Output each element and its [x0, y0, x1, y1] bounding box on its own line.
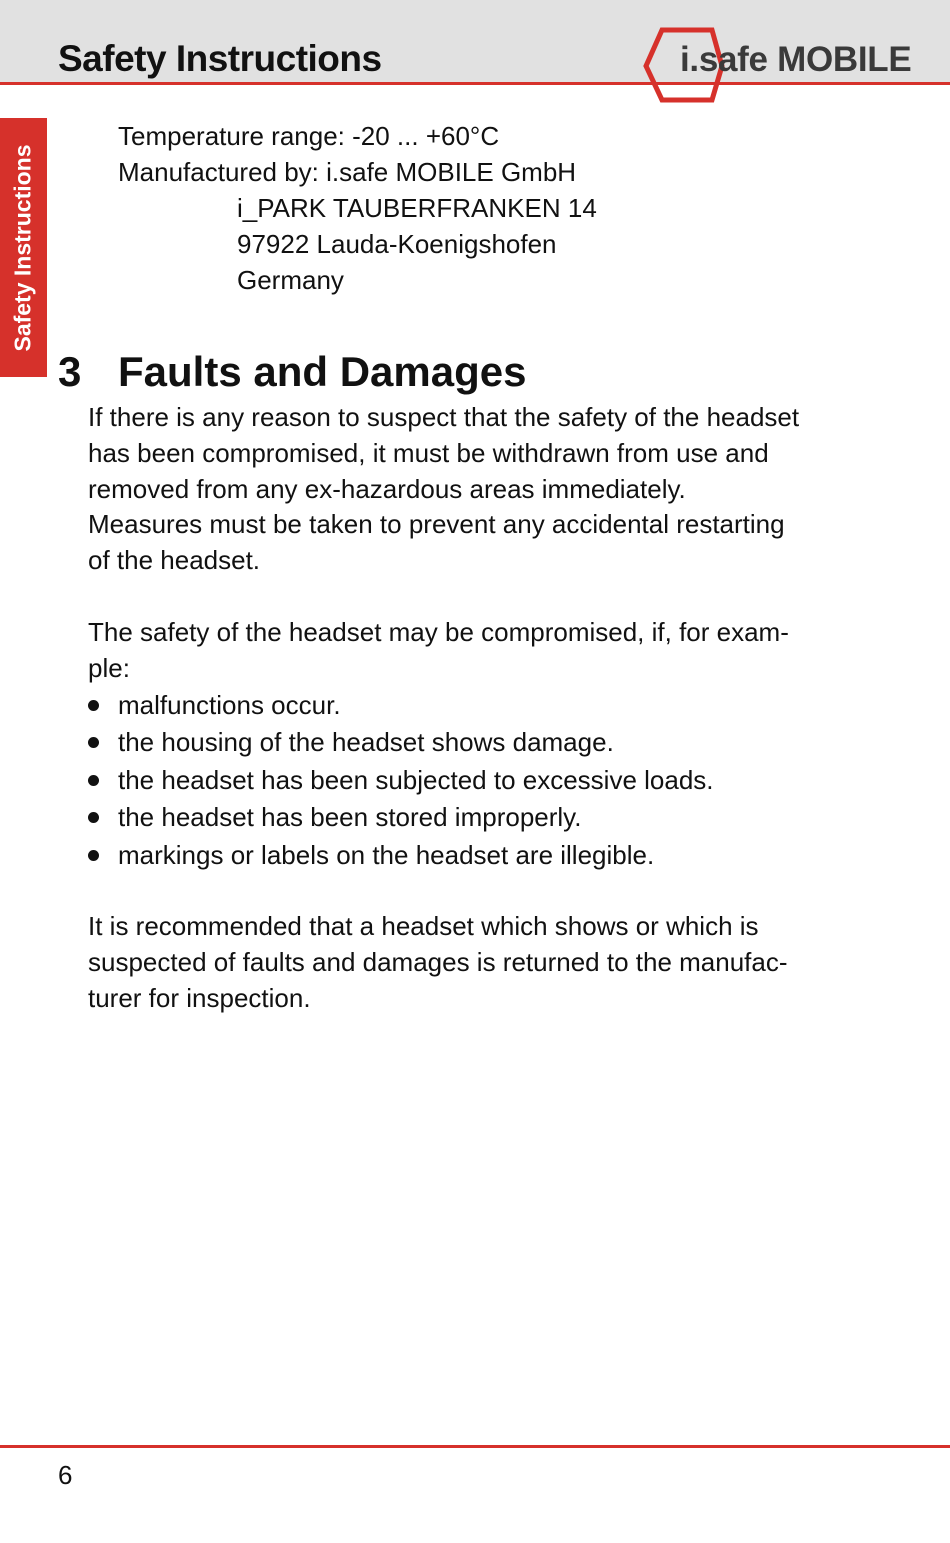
logo-text: i.safe MOBILE [680, 40, 912, 79]
paragraph-line: of the headset. [88, 545, 261, 576]
paragraph-line: If there is any reason to suspect that the safety of the headset [88, 402, 800, 432]
address-line: 97922 Lauda-Koenigshofen [237, 229, 557, 259]
paragraph-line: suspected of faults and damages is returned to the manufac- [88, 946, 788, 977]
bullet-icon [88, 700, 99, 711]
bullet-icon [88, 812, 99, 823]
bullet-icon [88, 775, 99, 786]
paragraph-line: The safety of the headset may be compromised, if, for exam- [88, 617, 789, 647]
page-number: 6 [58, 1460, 73, 1490]
temperature-range: Temperature range: -20 ... +60°C [118, 121, 500, 151]
section-number: 3 [58, 348, 82, 395]
intro-paragraph [88, 400, 848, 579]
paragraph-line: Measures must be taken to prevent any accidental restarting [88, 509, 785, 540]
bullet-icon [88, 737, 99, 748]
paragraph-line: turer for inspection. [88, 982, 311, 1013]
recommendation-paragraph [88, 909, 848, 1016]
address-line: Germany [237, 265, 344, 295]
paragraph-line: ple: [88, 652, 130, 683]
page-header-title: Safety Instructions [58, 38, 382, 79]
paragraph-line: It is recommended that a headset which shows or which is [88, 911, 759, 941]
paragraph-line: has been compromised, it must be withdrawn from use and [88, 437, 769, 468]
example-intro-paragraph [88, 615, 848, 687]
footer-divider [0, 1445, 950, 1448]
bullet-icon [88, 850, 99, 861]
paragraph-line: removed from any ex-hazardous areas immediately. [88, 473, 686, 504]
isafe-mobile-logo [640, 26, 935, 106]
manufacturer: Manufactured by: i.safe MOBILE GmbH [118, 157, 577, 187]
side-tab-label: Safety Instructions [9, 144, 36, 352]
address-line: i_PARK TAUBERFRANKEN 14 [237, 193, 597, 223]
section-title: Faults and Damages [118, 348, 527, 395]
